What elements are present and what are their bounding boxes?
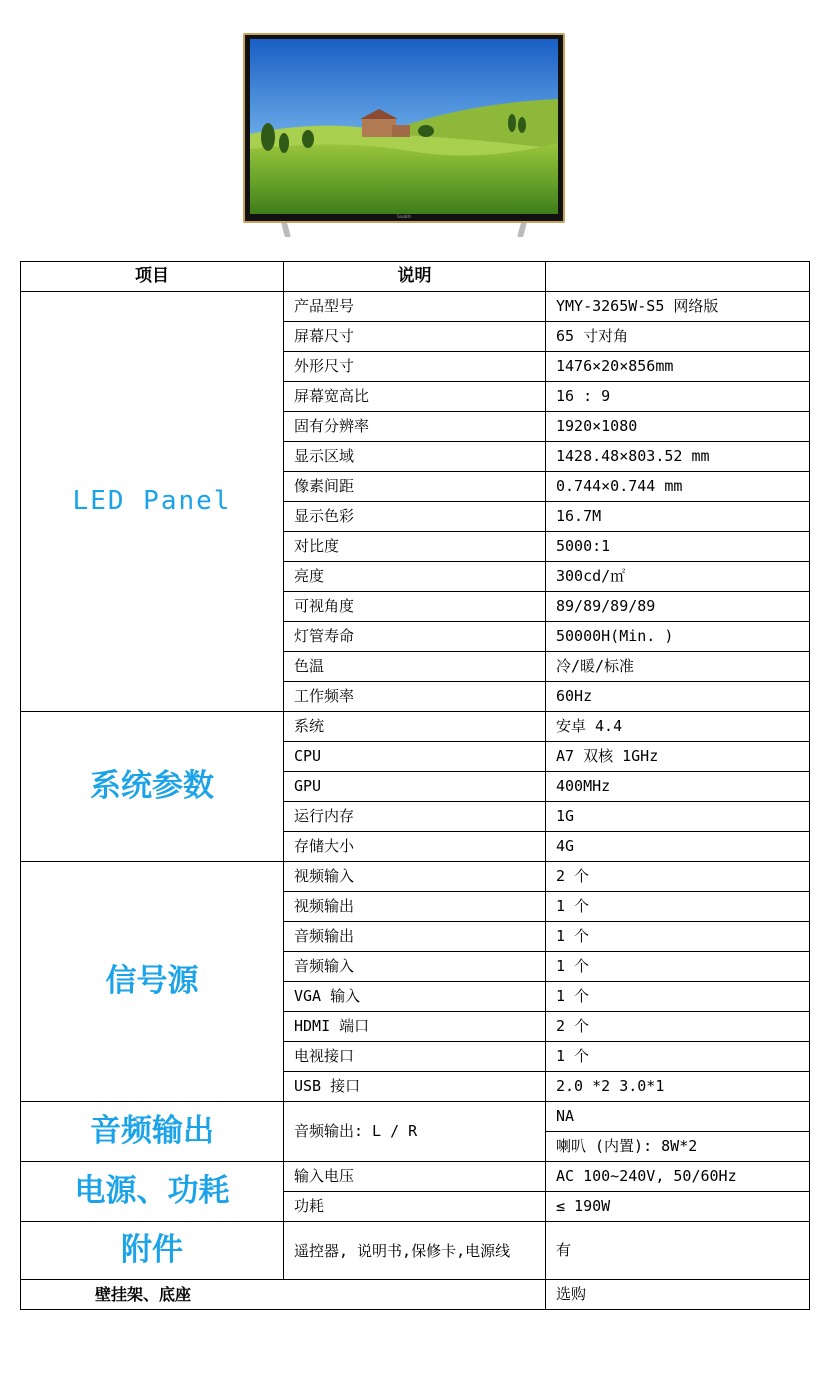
spec-key: 音频输出 xyxy=(284,922,546,952)
spec-value: NA xyxy=(546,1102,810,1132)
spec-value: 2.0 *2 3.0*1 xyxy=(546,1072,810,1102)
spec-value: YMY-3265W-S5 网络版 xyxy=(546,292,810,322)
spec-row xyxy=(21,862,810,892)
spec-key: 色温 xyxy=(284,652,546,682)
spec-key: 显示色彩 xyxy=(284,502,546,532)
spec-value: 65 寸对角 xyxy=(546,322,810,352)
spec-key: 屏幕宽高比 xyxy=(284,382,546,412)
mount-row xyxy=(21,1280,810,1310)
tv-product-image xyxy=(243,33,565,223)
group-title-accessory: 附件 xyxy=(21,1222,284,1280)
spec-value: 选购 xyxy=(546,1280,810,1310)
audio-row-1 xyxy=(21,1102,810,1132)
spec-value: A7 双核 1GHz xyxy=(546,742,810,772)
header-description: 说明 xyxy=(284,262,546,292)
spec-key: 系统 xyxy=(284,712,546,742)
spec-key: 视频输出 xyxy=(284,892,546,922)
spec-key: 固有分辨率 xyxy=(284,412,546,442)
spec-value: 1G xyxy=(546,802,810,832)
spec-key: 电视接口 xyxy=(284,1042,546,1072)
spec-key: 可视角度 xyxy=(284,592,546,622)
tv-frame xyxy=(243,33,565,223)
group-title-power: 电源、功耗 xyxy=(21,1162,284,1222)
spec-value: 冷/暖/标准 xyxy=(546,652,810,682)
spec-key: 输入电压 xyxy=(284,1162,546,1192)
spec-value: 4G xyxy=(546,832,810,862)
spec-row xyxy=(21,292,810,322)
spec-value: AC 100~240V, 50/60Hz xyxy=(546,1162,810,1192)
spec-key: 存储大小 xyxy=(284,832,546,862)
group-title: 系统参数 xyxy=(21,712,284,862)
spec-key: 工作频率 xyxy=(284,682,546,712)
spec-key: 产品型号 xyxy=(284,292,546,322)
spec-key: 视频输入 xyxy=(284,862,546,892)
spec-table xyxy=(20,261,810,1310)
spec-value: 300cd/㎡ xyxy=(546,562,810,592)
spec-value: 1 个 xyxy=(546,1042,810,1072)
landscape-picture xyxy=(250,39,558,214)
spec-key: 功耗 xyxy=(284,1192,546,1222)
spec-key: 屏幕尺寸 xyxy=(284,322,546,352)
spec-value: 喇叭 (内置): 8W*2 xyxy=(546,1132,810,1162)
spec-key: 音频输入 xyxy=(284,952,546,982)
spec-value: 1 个 xyxy=(546,982,810,1012)
spec-value: 1476×20×856mm xyxy=(546,352,810,382)
spec-value: 2 个 xyxy=(546,1012,810,1042)
spec-key: 遥控器, 说明书,保修卡,电源线 xyxy=(284,1222,546,1280)
spec-key: CPU xyxy=(284,742,546,772)
spec-value: 安卓 4.4 xyxy=(546,712,810,742)
accessory-row xyxy=(21,1222,810,1280)
spec-key: VGA 输入 xyxy=(284,982,546,1012)
spec-key: USB 接口 xyxy=(284,1072,546,1102)
spec-value: ≤ 190W xyxy=(546,1192,810,1222)
spec-key: 显示区域 xyxy=(284,442,546,472)
spec-key: 像素间距 xyxy=(284,472,546,502)
spec-key: HDMI 端口 xyxy=(284,1012,546,1042)
spec-value: 1 个 xyxy=(546,892,810,922)
spec-value: 16.7M xyxy=(546,502,810,532)
power-row-1 xyxy=(21,1162,810,1192)
spec-value: 0.744×0.744 mm xyxy=(546,472,810,502)
tv-screen-landscape xyxy=(250,39,558,214)
group-title-audio: 音频输出 xyxy=(21,1102,284,1162)
group-title: LED Panel xyxy=(21,292,284,712)
spec-value: 2 个 xyxy=(546,862,810,892)
spec-value: 1428.48×803.52 mm xyxy=(546,442,810,472)
spec-value: 5000:1 xyxy=(546,532,810,562)
spec-key: 灯管寿命 xyxy=(284,622,546,652)
spec-value: 60Hz xyxy=(546,682,810,712)
group-title: 信号源 xyxy=(21,862,284,1102)
header-item: 项目 xyxy=(21,262,284,292)
tv-stand-right xyxy=(517,223,527,237)
spec-key: 音频输出: L / R xyxy=(284,1102,546,1162)
spec-value: 有 xyxy=(546,1222,810,1280)
spec-value: 1 个 xyxy=(546,952,810,982)
spec-value: 50000H(Min. ) xyxy=(546,622,810,652)
tv-brand-logo: Gaoblh xyxy=(396,214,412,219)
spec-key: 亮度 xyxy=(284,562,546,592)
header-row xyxy=(21,262,810,292)
spec-value: 1 个 xyxy=(546,922,810,952)
spec-value: 400MHz xyxy=(546,772,810,802)
spec-value: 1920×1080 xyxy=(546,412,810,442)
header-blank xyxy=(546,262,810,292)
spec-key: 对比度 xyxy=(284,532,546,562)
spec-value: 16 : 9 xyxy=(546,382,810,412)
tv-stand-left xyxy=(281,223,291,237)
spec-value: 89/89/89/89 xyxy=(546,592,810,622)
spec-key: GPU xyxy=(284,772,546,802)
spec-key-mount: 壁挂架、底座 xyxy=(21,1280,546,1310)
spec-row xyxy=(21,712,810,742)
spec-key: 运行内存 xyxy=(284,802,546,832)
spec-key: 外形尺寸 xyxy=(284,352,546,382)
